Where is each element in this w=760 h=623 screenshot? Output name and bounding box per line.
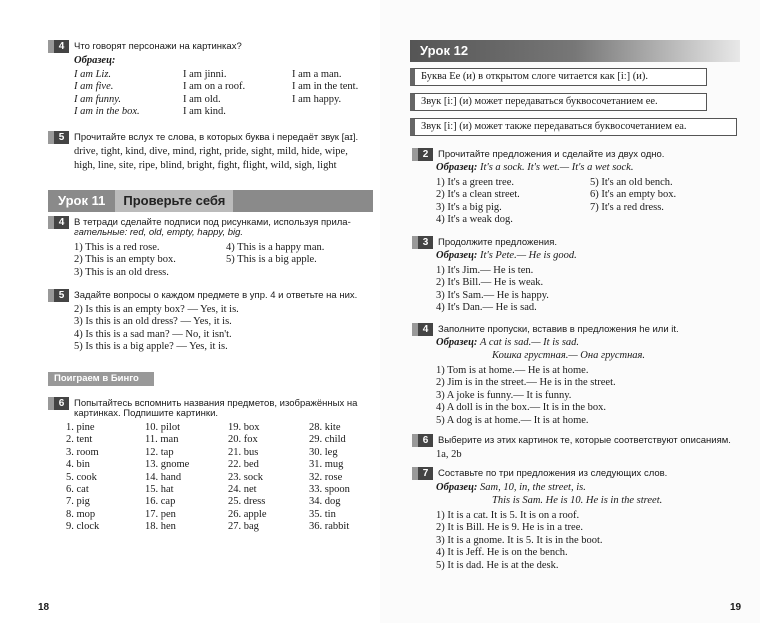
page-number: 18 bbox=[38, 602, 50, 613]
task-number: 3 bbox=[412, 236, 433, 249]
captions-column-b: 4) This is a happy man. 5) This is a big apple. bbox=[226, 242, 325, 266]
word-line-2: high, line, site, ripe, blind, bright, fight, flight, wild, sigh, light bbox=[74, 160, 337, 171]
task-7-sample: Образец: Sam, 10, in, the street, is. bbox=[436, 482, 586, 493]
task-6-heading: 6 Попытайтесь вспомнить названия предметов, изображённых на bbox=[48, 397, 357, 410]
right-page bbox=[380, 0, 760, 623]
lesson-12-banner bbox=[410, 40, 740, 62]
captions-column-a: 1) This is a red rose. 2) This is an empty box. 3) This is an old dress. bbox=[74, 242, 176, 278]
task-5b-heading: 5 Задайте вопросы о каждом предмете в упр. 4 и ответьте на них. bbox=[48, 289, 357, 302]
bingo-column-1: 1. pine 2. tent 3. room 4. bin 5. cook 6. cat 7. pig 8. mop 9. clock bbox=[66, 422, 100, 533]
task-4-lines: 1) Tom is at home.— He is at home. 2) Jim is in the street.— He is in the street. 3) A joke is funny.— It is funny. 4) A doll is in the box.— It is in the box. 5) A dog is at home.— It is at home. bbox=[436, 365, 616, 426]
task-number: 4 bbox=[412, 323, 433, 336]
lesson-label: Урок 12 bbox=[420, 43, 469, 58]
task-2-column-b: 5) It's an old bench. 6) It's an empty box. 7) It's a red dress. bbox=[590, 177, 677, 213]
rule-box-1: Буква Ee (и) в открытом слоге читается как [iː] (и). bbox=[410, 68, 707, 86]
task-7-lines: 1) It is a cat. It is 5. It is on a roof. 2) It is Bill. He is 9. He is in a tree. 3) It is a gnome. It is 5. It is in the boot. 4) It is Jeff. He is on the bench. 5) It is dad. He is at the desk. bbox=[436, 510, 603, 571]
word-line-1: drive, tight, kind, dive, mind, right, pride, sight, mild, hide, wipe, bbox=[74, 146, 348, 157]
lesson-11-banner bbox=[48, 190, 373, 212]
task-7-sample-answer: This is Sam. He is 10. He is in the street. bbox=[492, 495, 663, 506]
task-number: 4 bbox=[48, 216, 69, 229]
task-number: 6 bbox=[48, 397, 69, 410]
task-4-sample-translation: Кошка грустная.— Она грустная. bbox=[492, 350, 646, 361]
task-6-heading-line2: картинках. Подпишите картинки. bbox=[74, 408, 219, 419]
task-6-heading: 6 Выберите из этих картинок те, которые соответствуют описаниям. bbox=[412, 434, 731, 447]
page-number: 19 bbox=[730, 602, 742, 613]
bingo-banner: Поиграем в Бинго bbox=[48, 372, 154, 386]
questions-list: 2) Is this is an empty box? — Yes, it is. 3) Is this is an old dress? — Yes, it is. 4) Is this is a sad man? — No, it isn't. 5) Is this is a big apple? — Yes, it is. bbox=[74, 304, 239, 353]
task-2-heading: 2 Прочитайте предложения и сделайте из двух одно. bbox=[412, 148, 664, 161]
bingo-column-2: 10. pilot 11. man 12. tap 13. gnome 14. hand 15. hat 16. cap 17. pen 18. hen bbox=[145, 422, 190, 533]
task-3-lines: 1) It's Jim.— He is ten. 2) It's Bill.— He is weak. 3) It's Sam.— He is happy. 4) It's Dan.— He is sad. bbox=[436, 265, 549, 314]
task-number: 5 bbox=[48, 131, 69, 144]
sample-label: Образец: bbox=[74, 55, 116, 66]
bingo-column-4: 28. kite 29. child 30. leg 31. mug 32. rose 33. spoon 34. dog 35. tin 36. rabbit bbox=[309, 422, 350, 533]
task-number: 6 bbox=[412, 434, 433, 447]
task-4b-heading: 4 В тетради сделайте подписи под рисунками, используя прила- bbox=[48, 216, 351, 229]
task-4a-heading: 4 Что говорят персонажи на картинках? bbox=[48, 40, 242, 53]
bingo-column-3: 19. box 20. fox 21. bus 22. bed 23. sock 24. net 25. dress 26. apple 27. bag bbox=[228, 422, 267, 533]
answer-column-3: I am a man. I am in the tent. I am happy. bbox=[292, 69, 359, 105]
task-2-sample: Образец: It's a sock. It's wet.— It's a wet sock. bbox=[436, 162, 634, 173]
task-3-sample: Образец: It's Pete.— He is good. bbox=[436, 250, 577, 261]
answer-column-2: I am jinni. I am on a roof. I am old. I am kind. bbox=[183, 69, 246, 118]
task-4-sample: Образец: A cat is sad.— It is sad. bbox=[436, 337, 580, 348]
task-number: 7 bbox=[412, 467, 433, 480]
task-2-column-a: 1) It's a green tree. 2) It's a clean street. 3) It's a big pig. 4) It's a weak dog. bbox=[436, 177, 520, 226]
task-number: 2 bbox=[412, 148, 433, 161]
task-4b-heading-line2: гательные: red, old, empty, happy, big. bbox=[74, 227, 244, 238]
task-4-heading: 4 Заполните пропуски, вставив в предложения he или it. bbox=[412, 323, 679, 336]
task-number: 4 bbox=[48, 40, 69, 53]
task-number: 5 bbox=[48, 289, 69, 302]
rule-box-2: Звук [iː] (и) может передаваться буквосочетанием ee. bbox=[410, 93, 707, 111]
task-5a-heading: 5 Прочитайте вслух те слова, в которых буква i передаёт звук [aɪ]. bbox=[48, 131, 358, 144]
lesson-label: Урок 11 bbox=[58, 193, 106, 208]
lesson-title: Проверьте себя bbox=[115, 190, 233, 212]
task-3-heading: 3 Продолжите предложения. bbox=[412, 236, 557, 249]
rule-box-3: Звук [iː] (и) может также передаваться буквосочетанием ea. bbox=[410, 118, 737, 136]
task-6-answer: 1a, 2b bbox=[436, 449, 462, 460]
answer-column-1: I am Liz. I am five. I am funny. I am in the box. bbox=[74, 69, 140, 118]
task-7-heading: 7 Составьте по три предложения из следующих слов. bbox=[412, 467, 667, 480]
